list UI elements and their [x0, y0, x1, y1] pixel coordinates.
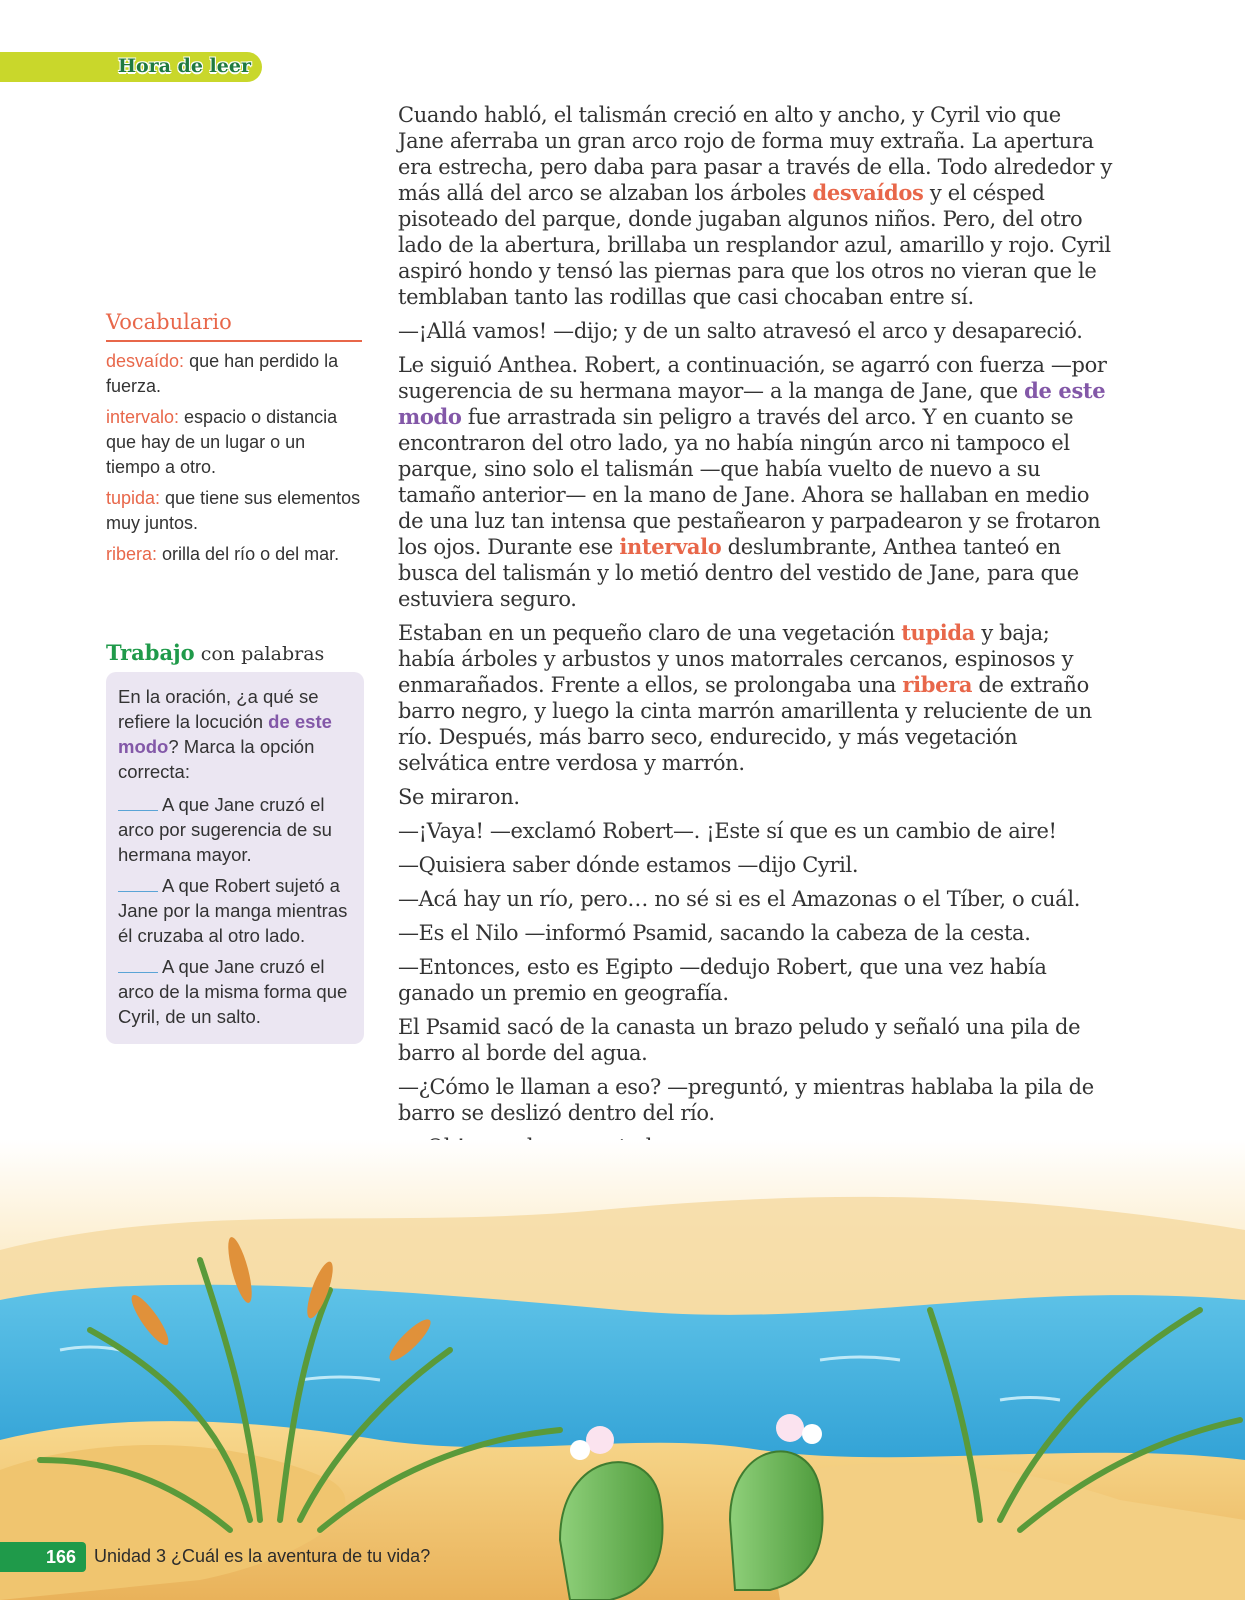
vocabulary-term: desvaído:	[106, 351, 185, 371]
paragraph: Se miraron.	[398, 785, 520, 809]
text-run: y el césped pisoteado del parque, donde jugaban algunos niños. Pero, del otro lado de la abertura, brillaba un resplandor azul, amarillo y rojo. Cyril aspiró hondo y tensó las piernas para que los otros no vieran que le temblaban tanto las rodillas que casi chocaban entre sí.	[398, 181, 1111, 309]
vocabulary-term: tupida:	[106, 488, 161, 508]
text-run: fue arrastrada sin peligro a través del arco. Y en cuanto se encontraron del otro lado, ya no había ningún arco ni tampoco el parque, sino solo el talismán —que había vuelto de nuevo a su tamaño anterior— en la mano de Jane. Ahora se hallaban en medio de una luz tan intensa que pestañearon y parpadearon y se frotaron los ojos. Durante ese	[398, 405, 1101, 559]
paragraph: —¡Vaya! —exclamó Robert—. ¡Este sí que es un cambio de aire!	[398, 819, 1057, 843]
question-text: En la oración, ¿a qué se refiere la locución	[118, 686, 319, 732]
word-work-question	[118, 684, 352, 784]
vocabulary-definition: que han perdido la fuerza.	[106, 351, 339, 396]
paragraph: —Acá hay un río, pero… no sé si es el Amazonas o el Tíber, o cuál.	[398, 887, 1081, 911]
answer-blank[interactable]	[118, 891, 158, 892]
paragraph: —Quisiera saber dónde estamos —dijo Cyril.	[398, 853, 859, 877]
answer-option[interactable]	[118, 873, 352, 948]
vocab-highlight: tupida	[901, 620, 976, 645]
vocabulary-definition: que tiene sus elementos muy juntos.	[106, 488, 361, 533]
text-run: deslumbrante, Anthea tanteó en busca del talismán y lo metió dentro del vestido de Jane, para que estuviera seguro.	[398, 535, 1079, 611]
vocabulary-item	[106, 486, 362, 536]
word-work-box	[106, 672, 364, 1044]
word-work-title-strong: Trabajo	[106, 640, 195, 665]
text-run: y baja; había árboles y arbustos y unos matorrales cercanos, espinosos y enmarañados. Frente a ellos, se prolongaba una	[398, 621, 1074, 697]
vocab-highlight: intervalo	[619, 534, 722, 559]
river-illustration	[0, 1140, 1245, 1600]
answer-blank[interactable]	[118, 972, 158, 973]
paragraph: El Psamid sacó de la canasta un brazo peludo y señaló una pila de barro al borde del agua.	[398, 1015, 1081, 1065]
vocabulary-list	[106, 349, 362, 573]
paragraph: —¡Allá vamos! —dijo; y de un salto atravesó el arco y desapareció.	[398, 319, 1083, 343]
text-run: de extraño barro negro, y luego la cinta marrón amarillenta y reluciente de un río. Después, más barro seco, endurecido, y más vegetación selvática entre verdosa y marrón.	[398, 673, 1092, 775]
answer-option[interactable]	[118, 954, 352, 1029]
paragraph: —Es el Nilo —informó Psamid, sacando la cabeza de la cesta.	[398, 921, 1031, 945]
text-run: Le siguió Anthea. Robert, a continuación, se agarró con fuerza —por sugerencia de su hermana mayor— a la manga de Jane, que	[398, 353, 1107, 403]
answer-option-text: A que Jane cruzó el arco de la misma forma que Cyril, de un salto.	[118, 956, 348, 1027]
vocabulary-term: intervalo:	[106, 407, 180, 427]
vocabulary-term: ribera:	[106, 544, 158, 564]
vocabulary-item	[106, 349, 362, 399]
unit-title: Unidad 3 ¿Cuál es la aventura de tu vida?	[94, 1546, 431, 1566]
page-number: 166	[0, 1542, 86, 1572]
story-text	[398, 102, 1112, 1202]
text-run: Estaban en un pequeño claro de una vegetación	[398, 621, 902, 645]
section-tab-label: Hora de leer	[118, 55, 251, 77]
question-text: ? Marca la opción correcta:	[118, 736, 315, 782]
vocabulary-item	[106, 405, 362, 480]
paragraph: —¿Cómo le llaman a eso? —preguntó, y mientras hablaba la pila de barro se deslizó dentro del río.	[398, 1075, 1094, 1125]
answer-option-text: A que Jane cruzó el arco por sugerencia de su hermana mayor.	[118, 794, 332, 865]
answer-option-text: A que Robert sujetó a Jane por la manga mientras él cruzaba al otro lado.	[118, 875, 348, 946]
answer-option[interactable]	[118, 792, 352, 867]
vocab-highlight: desvaídos	[812, 180, 924, 205]
section-tab	[0, 52, 262, 82]
paragraph: —Entonces, esto es Egipto —dedujo Robert, que una vez había ganado un premio en geografía.	[398, 955, 1047, 1005]
text-run: Cuando habló, el talismán creció en alto y ancho, y Cyril vio que Jane aferraba un gran arco rojo de forma muy extraña. La apertura era estrecha, pero daba para pasar a través de ella. Todo alrededor y más allá del arco se alzaban los árboles	[398, 103, 1113, 205]
vocabulary-title: Vocabulario	[106, 310, 362, 342]
vocabulary-item	[106, 542, 362, 567]
vocab-highlight: ribera	[902, 672, 973, 697]
word-work-title-rest: con palabras	[194, 643, 325, 665]
word-work-title	[106, 640, 324, 665]
paragraph	[398, 620, 1112, 776]
question-highlight: de este modo	[118, 711, 332, 757]
answer-blank[interactable]	[118, 810, 158, 811]
vocabulary-definition: espacio o distancia que hay de un lugar o un tiempo a otro.	[106, 407, 338, 477]
phrase-highlight: de este modo	[398, 378, 1106, 429]
paragraph	[398, 352, 1112, 612]
paragraph	[398, 102, 1112, 310]
vocabulary-definition: orilla del río o del mar.	[157, 544, 340, 564]
